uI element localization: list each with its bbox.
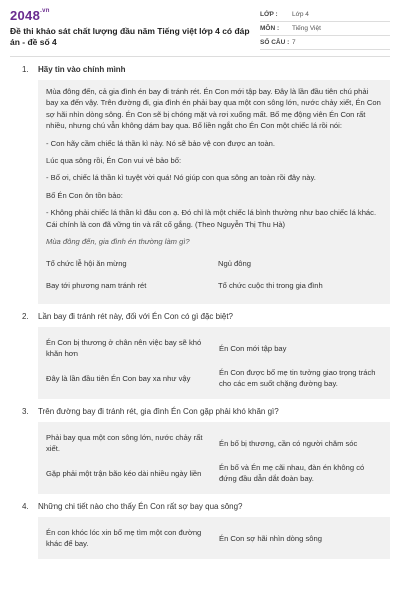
answer-option[interactable]: Én con khóc lóc xin bố mẹ tìm một con đường khác để bay. — [46, 528, 202, 549]
passage-paragraph: Mùa đông đến, cả gia đình én bay đi tránh rét. Én Con mới tập bay. Đây là lần đầu tiên chú phải bay xa đến vậy. Trên đường đi, gia đình én phải bay qua một con sông lớn, nước chảy xiết, Én Con sợ hãi nhìn dòng sông. Én Con sẽ bị chóng mặt và rơi xuống mất. Bố mẹ động viên Én Con rất nhiều, nhưng chú vẫn không dám bay qua. Bố liền ngắt cho Én Con một chiếc lá rồi nói: — [46, 87, 381, 131]
question-number: 2. — [22, 312, 29, 322]
logo-suffix: .vn — [40, 8, 50, 14]
question-number: 4. — [22, 502, 29, 512]
passage-paragraph: - Bố ơi, chiếc lá thần kì tuyệt vời quá! Nó giúp con qua sông an toàn rồi đây này. — [46, 173, 316, 183]
question-header — [10, 65, 390, 74]
answer-option[interactable]: Én bố và Én mẹ cãi nhau, đàn én không có đứng đầu dẫn dắt đoàn bay. — [219, 463, 365, 484]
answer-option[interactable]: Én Con được bố mẹ tin tưởng giao trọng trách cho các em suốt chặng đường bay. — [219, 368, 376, 389]
passage-paragraph: Bố Én Con ôn tồn bảo: — [46, 190, 123, 200]
page-title: Đề thi khảo sát chất lượng đầu năm Tiếng việt lớp 4 có đáp án - đề số 4 — [10, 26, 250, 48]
question-1 — [10, 65, 390, 304]
meta-key: SỐ CÂU : — [260, 39, 290, 46]
meta-value: Tiếng Việt — [292, 25, 321, 32]
passage-paragraph: - Con hãy cầm chiếc lá thần kì này. Nó sẽ bảo vệ con được an toàn. — [46, 138, 275, 148]
answer-option[interactable]: Phải bay qua một con sông lớn, nước chảy rất xiết. — [46, 433, 203, 454]
passage-box — [38, 80, 390, 304]
meta-key: MÔN : — [260, 25, 280, 32]
answer-option[interactable]: Gặp phải một trận bão kéo dài nhiều ngày liền — [46, 468, 202, 478]
header-left — [10, 8, 255, 50]
question-number: 1. — [22, 65, 29, 74]
header — [10, 8, 390, 57]
question-text: Trên đường bay đi tránh rét, gia đình Én Con gặp phải khó khăn gì? — [38, 407, 279, 417]
answer-option[interactable]: Én Con mới tập bay — [219, 343, 287, 353]
passage-paragraph: - Không phải chiếc lá thần kì đâu con ạ. Đó chỉ là một chiếc lá bình thường như bao chiếc lá khác. Cái chính là con đã vững tin và rất cố gắng. (Theo Nguyễn Thị Thu Hà) — [46, 208, 377, 229]
meta-info — [260, 8, 390, 50]
answer-options — [38, 517, 390, 559]
meta-row-subject — [260, 22, 390, 36]
question-header — [10, 407, 390, 416]
question-header — [10, 312, 390, 321]
question-2 — [10, 312, 390, 399]
answer-options — [38, 327, 390, 399]
passage-title: Hãy tin vào chính mình — [38, 65, 126, 74]
answer-option[interactable]: Én bố bị thương, cần có người chăm sóc — [219, 438, 358, 448]
question-text: Lần bay đi tránh rét này, đối với Én Con có gì đặc biệt? — [38, 312, 233, 322]
answer-option[interactable]: Én Con bị thương ở chân nên việc bay sẽ khó khăn hơn — [46, 338, 202, 359]
question-text: Những chi tiết nào cho thấy Én Con rất sợ bay qua sông? — [38, 502, 243, 512]
meta-row-count — [260, 36, 390, 50]
meta-value: Lớp 4 — [292, 11, 309, 18]
question-3 — [10, 407, 390, 494]
passage-paragraph: Lúc qua sông rồi, Én Con vui vẻ bảo bố: — [46, 155, 182, 165]
meta-value: 7 — [292, 39, 296, 46]
meta-key: LỚP : — [260, 11, 278, 18]
site-logo[interactable] — [10, 8, 255, 23]
logo-text: 2048 — [10, 8, 41, 23]
answer-options — [38, 422, 390, 494]
answer-options — [46, 253, 382, 296]
question-header — [10, 502, 390, 511]
answer-option[interactable]: Én Con sợ hãi nhìn dòng sông — [219, 533, 322, 543]
question-number: 3. — [22, 407, 29, 417]
meta-row-class — [260, 8, 390, 22]
answer-option[interactable]: Đây là lần đầu tiên Én Con bay xa như vậy — [46, 373, 191, 383]
answer-option[interactable]: Ngủ đông — [218, 259, 251, 269]
answer-option[interactable]: Tổ chức lễ hội ăn mừng — [46, 259, 127, 269]
question-prompt: Mùa đông đến, gia đình én thường làm gì? — [46, 236, 190, 246]
answer-option[interactable]: Bay tới phương nam tránh rét — [46, 280, 147, 290]
answer-option[interactable]: Tổ chức cuộc thi trong gia đình — [218, 280, 323, 290]
question-4 — [10, 502, 390, 559]
